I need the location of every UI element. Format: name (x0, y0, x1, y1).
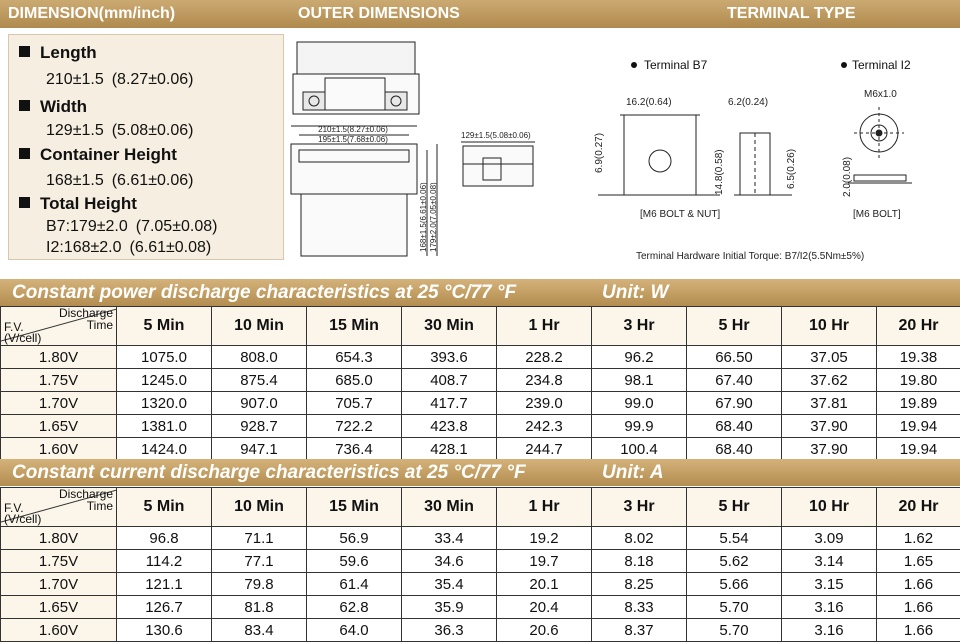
battery-front-view (291, 126, 437, 256)
table-header-row (1, 488, 960, 527)
value-cell: 1.66 (877, 573, 960, 596)
corner-fv-label: F.V. (V/cell) (4, 501, 42, 526)
value-cell: 19.38 (877, 346, 960, 369)
terminal-b7-name: Terminal B7 (644, 58, 708, 72)
value-cell: 736.4 (307, 438, 402, 461)
value-cell: 19.7 (497, 550, 592, 573)
fv-cell: 1.60V (1, 438, 117, 461)
column-header: 5 Min (117, 488, 212, 527)
value-cell: 19.94 (877, 415, 960, 438)
column-header: 3 Hr (592, 488, 687, 527)
value-cell: 59.6 (307, 550, 402, 573)
table-row (1, 550, 960, 573)
fv-cell: 1.70V (1, 573, 117, 596)
value-cell: 56.9 (307, 527, 402, 550)
value-cell: 81.8 (212, 596, 307, 619)
bullet-dot-icon (631, 62, 637, 68)
value-cell: 1424.0 (117, 438, 212, 461)
value-cell: 100.4 (592, 438, 687, 461)
b7-height2-dim: 14.8(0.58) (714, 149, 725, 195)
value-cell: 1.62 (877, 527, 960, 550)
column-header: 5 Min (117, 307, 212, 346)
value-cell: 5.66 (687, 573, 782, 596)
value-cell: 5.70 (687, 619, 782, 642)
value-cell: 121.1 (117, 573, 212, 596)
value-cell: 98.1 (592, 369, 687, 392)
column-header: 1 Hr (497, 307, 592, 346)
value-cell: 705.7 (307, 392, 402, 415)
container-height-heading: Container Height (19, 145, 177, 165)
value-cell: 393.6 (402, 346, 497, 369)
value-cell: 3.16 (782, 596, 877, 619)
current-section-title-bar (0, 459, 960, 486)
value-cell: 234.8 (497, 369, 592, 392)
value-cell: 8.02 (592, 527, 687, 550)
value-cell: 68.40 (687, 415, 782, 438)
total-height-dim-label: 179±2.0(7.05±0.08) (429, 182, 438, 252)
value-cell: 99.0 (592, 392, 687, 415)
terminal-i2-name: Terminal I2 (852, 58, 911, 72)
value-cell: 37.90 (782, 415, 877, 438)
value-cell: 1.65 (877, 550, 960, 573)
width-dim-label: 129±1.5(5.08±0.06) (461, 131, 531, 140)
value-cell: 68.40 (687, 438, 782, 461)
bullet-square-icon (19, 148, 30, 159)
total-height-heading: Total Height (19, 194, 137, 214)
column-header: 10 Min (212, 488, 307, 527)
power-discharge-table (0, 306, 960, 461)
b7-height1-dim: 6.9(0.27) (594, 132, 605, 173)
value-cell: 34.6 (402, 550, 497, 573)
value-cell: 19.89 (877, 392, 960, 415)
table-corner-cell (1, 307, 117, 346)
column-header: 20 Hr (877, 488, 960, 527)
value-cell: 1245.0 (117, 369, 212, 392)
value-cell: 20.1 (497, 573, 592, 596)
i2-caption: [M6 BOLT] (853, 209, 901, 220)
length-value: 210±1.5 (8.27±0.06) (46, 71, 194, 88)
battery-side-view (461, 142, 535, 186)
terminal-torque-note: Terminal Hardware Initial Torque: B7/I2(5.5Nm±5%) (636, 251, 865, 262)
terminal-i2-top-icon (854, 107, 904, 159)
value-cell: 3.16 (782, 619, 877, 642)
total-height-i2-value: I2:168±2.0 (6.61±0.08) (46, 239, 212, 256)
value-cell: 62.8 (307, 596, 402, 619)
value-cell: 423.8 (402, 415, 497, 438)
value-cell: 1075.0 (117, 346, 212, 369)
value-cell: 20.4 (497, 596, 592, 619)
value-cell: 242.3 (497, 415, 592, 438)
value-cell: 8.18 (592, 550, 687, 573)
value-cell: 408.7 (402, 369, 497, 392)
value-cell: 244.7 (497, 438, 592, 461)
corner-discharge-label: Discharge Time (58, 306, 113, 332)
value-cell: 83.4 (212, 619, 307, 642)
table-row (1, 619, 960, 642)
value-cell: 20.6 (497, 619, 592, 642)
value-cell: 875.4 (212, 369, 307, 392)
value-cell: 1.66 (877, 596, 960, 619)
value-cell: 130.6 (117, 619, 212, 642)
column-header: 1 Hr (497, 488, 592, 527)
value-cell: 19.80 (877, 369, 960, 392)
column-header: 5 Hr (687, 307, 782, 346)
inner-length-dim-label: 195±1.5(7.68±0.06) (318, 135, 388, 144)
fv-cell: 1.60V (1, 619, 117, 642)
b7-caption: [M6 BOLT & NUT] (640, 209, 721, 220)
power-unit-label: Unit: W (602, 282, 669, 303)
value-cell: 33.4 (402, 527, 497, 550)
value-cell: 3.15 (782, 573, 877, 596)
value-cell: 417.7 (402, 392, 497, 415)
table-row (1, 346, 960, 369)
value-cell: 19.94 (877, 438, 960, 461)
header-bar (0, 0, 960, 28)
column-header: 30 Min (402, 307, 497, 346)
width-value: 129±1.5 (5.08±0.06) (46, 122, 194, 139)
power-section-title: Constant power discharge characteristics at 25 °C/77 °F (12, 282, 517, 303)
column-header: 30 Min (402, 488, 497, 527)
current-discharge-table (0, 487, 960, 642)
table-row (1, 527, 960, 550)
column-header: 15 Min (307, 488, 402, 527)
length-heading: Length (19, 43, 97, 63)
outer-dimensions-drawing (285, 34, 555, 266)
corner-fv-label: F.V. (V/cell) (4, 320, 42, 345)
value-cell: 5.70 (687, 596, 782, 619)
b7-thickness-dim: 6.2(0.24) (728, 97, 769, 108)
value-cell: 654.3 (307, 346, 402, 369)
column-header: 10 Hr (782, 307, 877, 346)
value-cell: 37.62 (782, 369, 877, 392)
height-dim-label: 168±1.5(6.61±0.06) (419, 182, 428, 252)
value-cell: 67.90 (687, 392, 782, 415)
fv-cell: 1.75V (1, 550, 117, 573)
fv-cell: 1.65V (1, 596, 117, 619)
value-cell: 19.2 (497, 527, 592, 550)
value-cell: 37.81 (782, 392, 877, 415)
value-cell: 8.25 (592, 573, 687, 596)
table-header-row (1, 307, 960, 346)
corner-discharge-label: Discharge Time (58, 487, 113, 513)
value-cell: 96.8 (117, 527, 212, 550)
b7-width-dim: 16.2(0.64) (626, 97, 672, 108)
fv-cell: 1.70V (1, 392, 117, 415)
fv-cell: 1.75V (1, 369, 117, 392)
value-cell: 239.0 (497, 392, 592, 415)
table-row (1, 596, 960, 619)
column-header: 10 Min (212, 307, 307, 346)
value-cell: 66.50 (687, 346, 782, 369)
terminal-type-title: TERMINAL TYPE (727, 5, 856, 22)
value-cell: 722.2 (307, 415, 402, 438)
value-cell: 64.0 (307, 619, 402, 642)
value-cell: 928.7 (212, 415, 307, 438)
table-row (1, 369, 960, 392)
battery-top-view (293, 42, 419, 114)
total-height-b7-value: B7:179±2.0 (7.05±0.08) (46, 218, 218, 235)
value-cell: 79.8 (212, 573, 307, 596)
value-cell: 77.1 (212, 550, 307, 573)
current-section-title: Constant current discharge characteristics at 25 °C/77 °F (12, 462, 526, 483)
dimension-title: DIMENSION(mm/inch) (8, 5, 176, 22)
value-cell: 71.1 (212, 527, 307, 550)
table-row (1, 392, 960, 415)
dimension-list (8, 34, 284, 260)
value-cell: 126.7 (117, 596, 212, 619)
value-cell: 3.14 (782, 550, 877, 573)
table-corner-cell (1, 488, 117, 527)
value-cell: 228.2 (497, 346, 592, 369)
value-cell: 8.33 (592, 596, 687, 619)
value-cell: 1381.0 (117, 415, 212, 438)
value-cell: 428.1 (402, 438, 497, 461)
column-header: 3 Hr (592, 307, 687, 346)
length-dim-label: 210±1.5(8.27±0.06) (318, 125, 388, 134)
value-cell: 114.2 (117, 550, 212, 573)
table-row (1, 573, 960, 596)
value-cell: 907.0 (212, 392, 307, 415)
outer-dimensions-title: OUTER DIMENSIONS (298, 5, 460, 22)
value-cell: 685.0 (307, 369, 402, 392)
value-cell: 8.37 (592, 619, 687, 642)
value-cell: 35.4 (402, 573, 497, 596)
value-cell: 37.90 (782, 438, 877, 461)
value-cell: 3.09 (782, 527, 877, 550)
power-section-title-bar (0, 279, 960, 306)
value-cell: 5.54 (687, 527, 782, 550)
bullet-square-icon (19, 100, 30, 111)
value-cell: 99.9 (592, 415, 687, 438)
i2-height-dim: 2.0(0.08) (842, 156, 853, 197)
container-height-value: 168±1.5 (6.61±0.06) (46, 172, 194, 189)
b7-height3-dim: 6.5(0.26) (786, 148, 797, 189)
terminal-b7-side-icon (734, 133, 792, 195)
bullet-square-icon (19, 46, 30, 57)
bullet-square-icon (19, 197, 30, 208)
value-cell: 808.0 (212, 346, 307, 369)
fv-cell: 1.65V (1, 415, 117, 438)
column-header: 20 Hr (877, 307, 960, 346)
value-cell: 35.9 (402, 596, 497, 619)
fv-cell: 1.80V (1, 346, 117, 369)
value-cell: 947.1 (212, 438, 307, 461)
value-cell: 36.3 (402, 619, 497, 642)
column-header: 10 Hr (782, 488, 877, 527)
current-unit-label: Unit: A (602, 462, 664, 483)
terminal-b7-front-icon (598, 115, 720, 195)
bullet-dot-icon (841, 62, 847, 68)
fv-cell: 1.80V (1, 527, 117, 550)
table-row (1, 415, 960, 438)
terminal-drawing (570, 55, 955, 267)
value-cell: 61.4 (307, 573, 402, 596)
value-cell: 37.05 (782, 346, 877, 369)
column-header: 5 Hr (687, 488, 782, 527)
table-row (1, 438, 960, 461)
i2-bolt-dim: M6x1.0 (864, 89, 897, 100)
value-cell: 1320.0 (117, 392, 212, 415)
value-cell: 1.66 (877, 619, 960, 642)
value-cell: 96.2 (592, 346, 687, 369)
value-cell: 67.40 (687, 369, 782, 392)
column-header: 15 Min (307, 307, 402, 346)
width-heading: Width (19, 97, 87, 117)
terminal-i2-side-icon (848, 175, 912, 183)
value-cell: 5.62 (687, 550, 782, 573)
